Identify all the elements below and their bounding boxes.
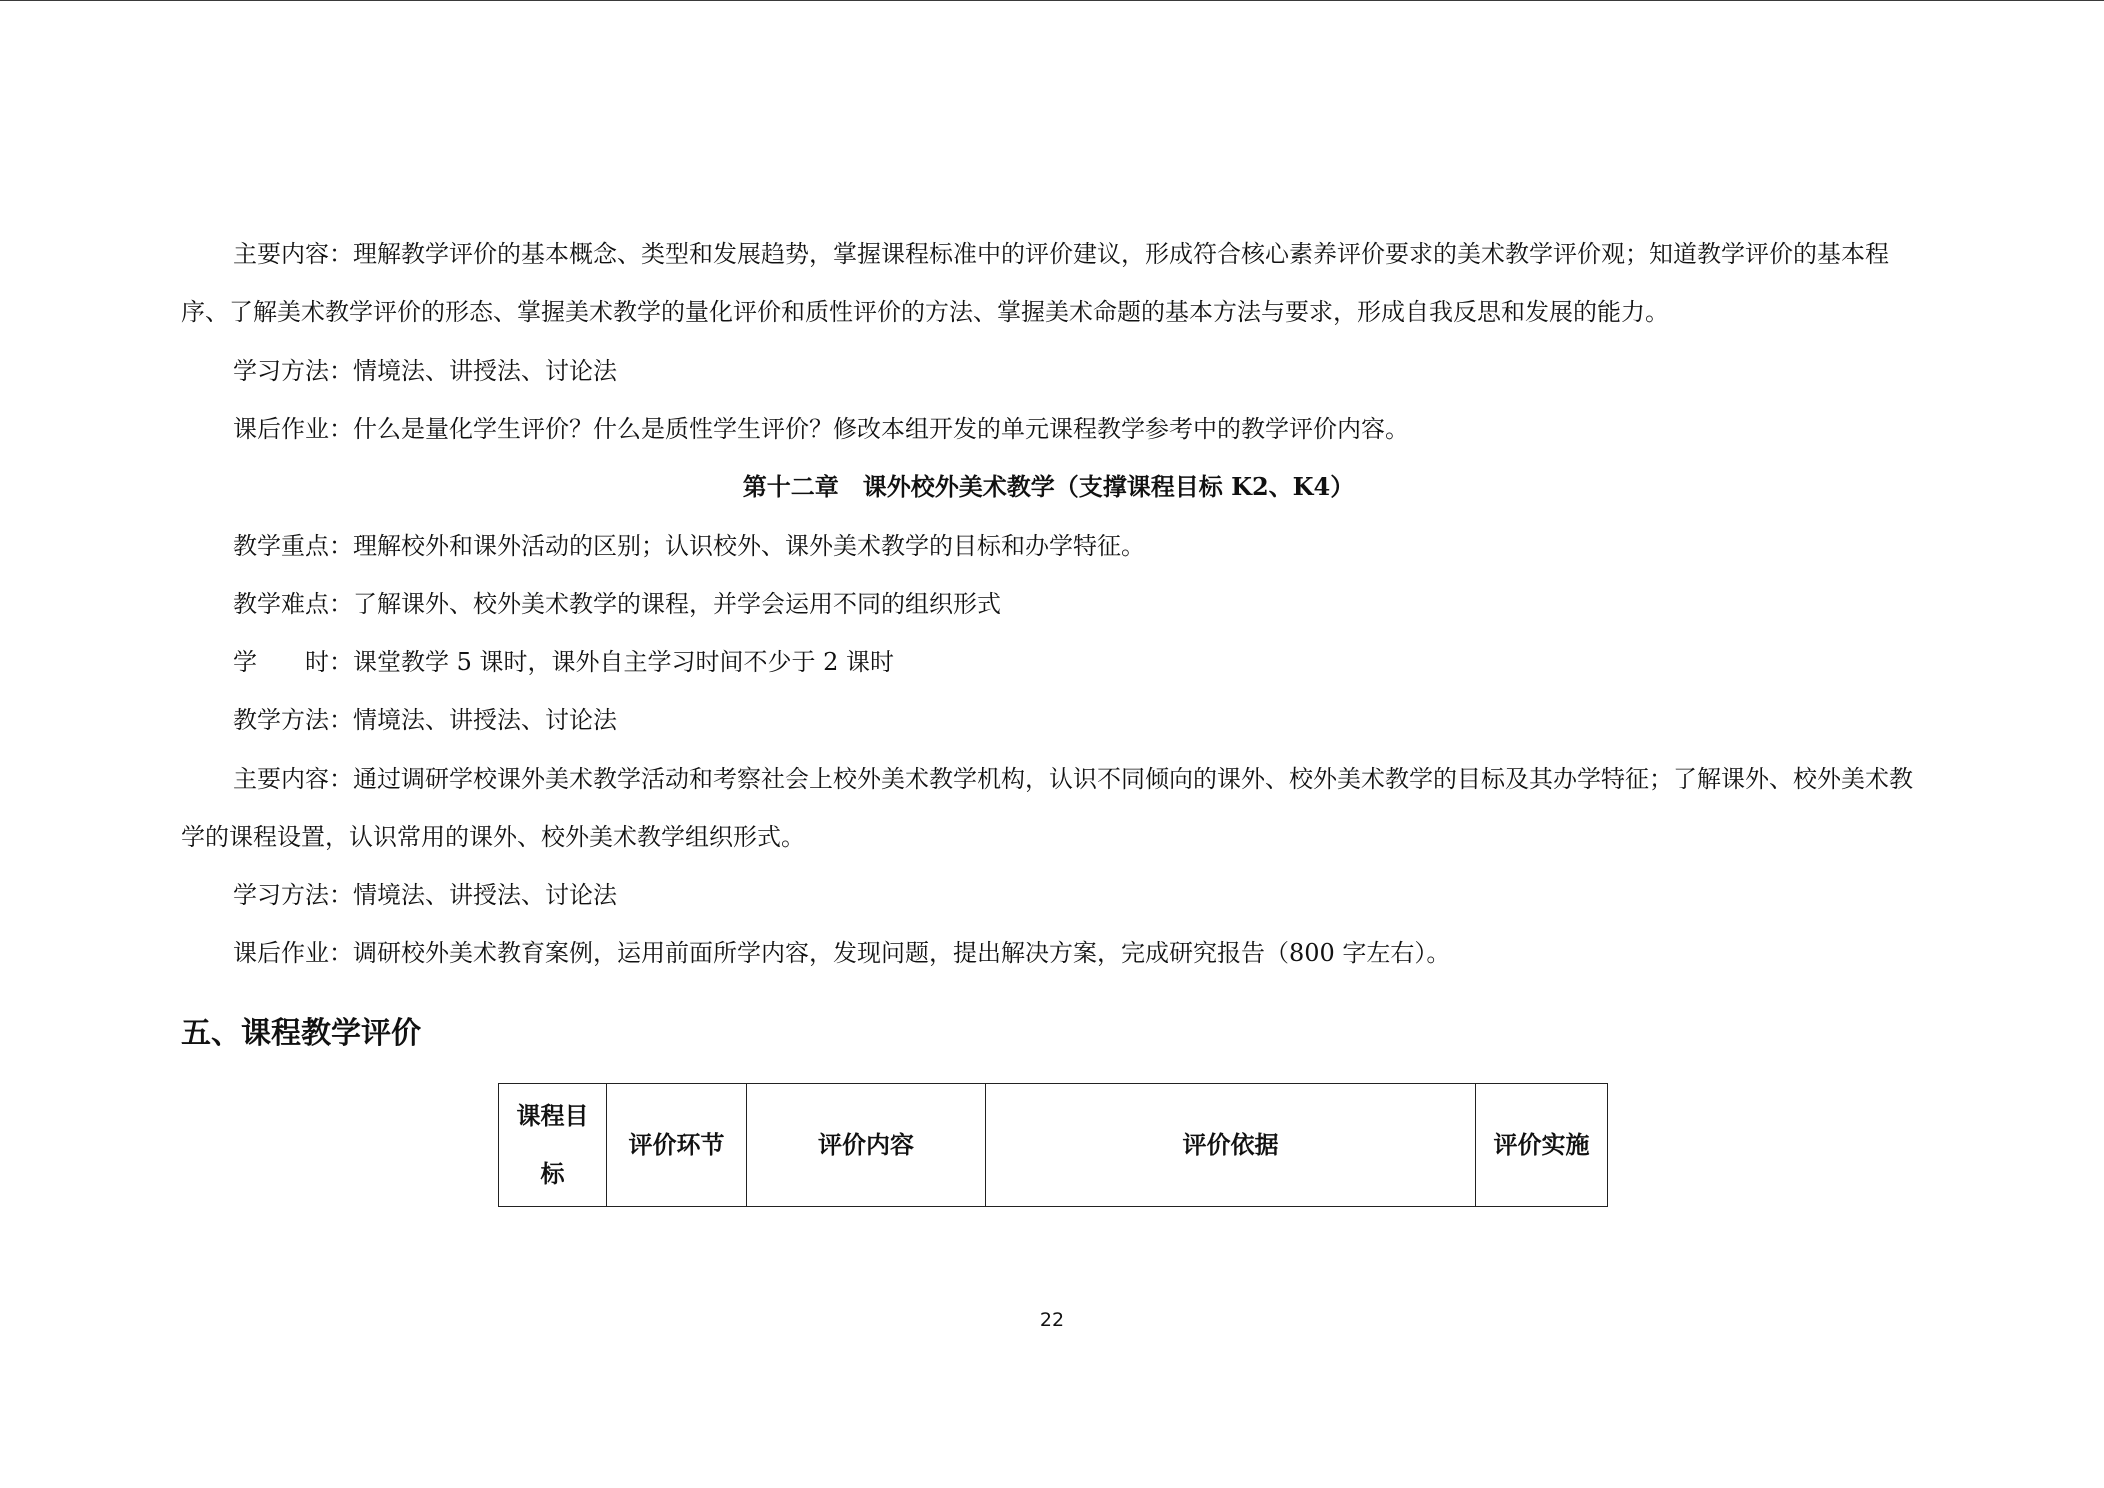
table-header-row bbox=[499, 1084, 1608, 1207]
paragraph-learning-method-ch11: 学习方法：情境法、讲授法、讨论法 bbox=[233, 357, 617, 385]
paragraph-teaching-difficulty: 教学难点：了解课外、校外美术教学的课程，并学会运用不同的组织形式 bbox=[233, 590, 1001, 618]
evaluation-table bbox=[498, 1083, 1608, 1207]
page-number: 22 bbox=[1039, 1309, 1065, 1331]
table-header-cell: 评价环节 bbox=[607, 1084, 747, 1207]
page-top-border bbox=[0, 0, 2104, 1]
paragraph-class-hours: 学 时：课堂教学 5 课时，课外自主学习时间不少于 2 课时 bbox=[233, 648, 895, 676]
paragraph-homework-ch12: 课后作业：调研校外美术教育案例，运用前面所学内容，发现问题，提出解决方案，完成研究报告（800 字左右）。 bbox=[233, 939, 1451, 967]
paragraph-teaching-method: 教学方法：情境法、讲授法、讨论法 bbox=[233, 706, 617, 734]
table-header-cell: 评价实施 bbox=[1476, 1084, 1608, 1207]
table-header-cell: 课程目标 bbox=[499, 1084, 607, 1207]
paragraph-homework-ch11: 课后作业：什么是量化学生评价？什么是质性学生评价？修改本组开发的单元课程教学参考中的教学评价内容。 bbox=[233, 415, 1409, 443]
table-header-cell: 评价依据 bbox=[986, 1084, 1476, 1207]
paragraph-main-content-ch12: 主要内容：通过调研学校课外美术教学活动和考察社会上校外美术教学机构，认识不同倾向的课外、校外美术教学的目标及其办学特征；了解课外、校外美术教学的课程设置，认识常用的课外、校外美术教学组织形式。 bbox=[181, 765, 1913, 851]
paragraph-teaching-focus: 教学重点：理解校外和课外活动的区别；认识校外、课外美术教学的目标和办学特征。 bbox=[233, 532, 1145, 560]
section-title-course-evaluation: 五、课程教学评价 bbox=[181, 1016, 421, 1051]
paragraph-learning-method-ch12: 学习方法：情境法、讲授法、讨论法 bbox=[233, 881, 617, 909]
table-header-cell: 评价内容 bbox=[747, 1084, 986, 1207]
paragraph-main-content-ch11: 主要内容：理解教学评价的基本概念、类型和发展趋势，掌握课程标准中的评价建议，形成符合核心素养评价要求的美术教学评价观；知道教学评价的基本程序、了解美术教学评价的形态、掌握美术教学的量化评价和质性评价的方法、掌握美术命题的基本方法与要求，形成自我反思和发展的能力。 bbox=[181, 240, 1889, 326]
chapter-12-title: 第十二章 课外校外美术教学（支撑课程目标 K2、K4） bbox=[742, 472, 1355, 501]
